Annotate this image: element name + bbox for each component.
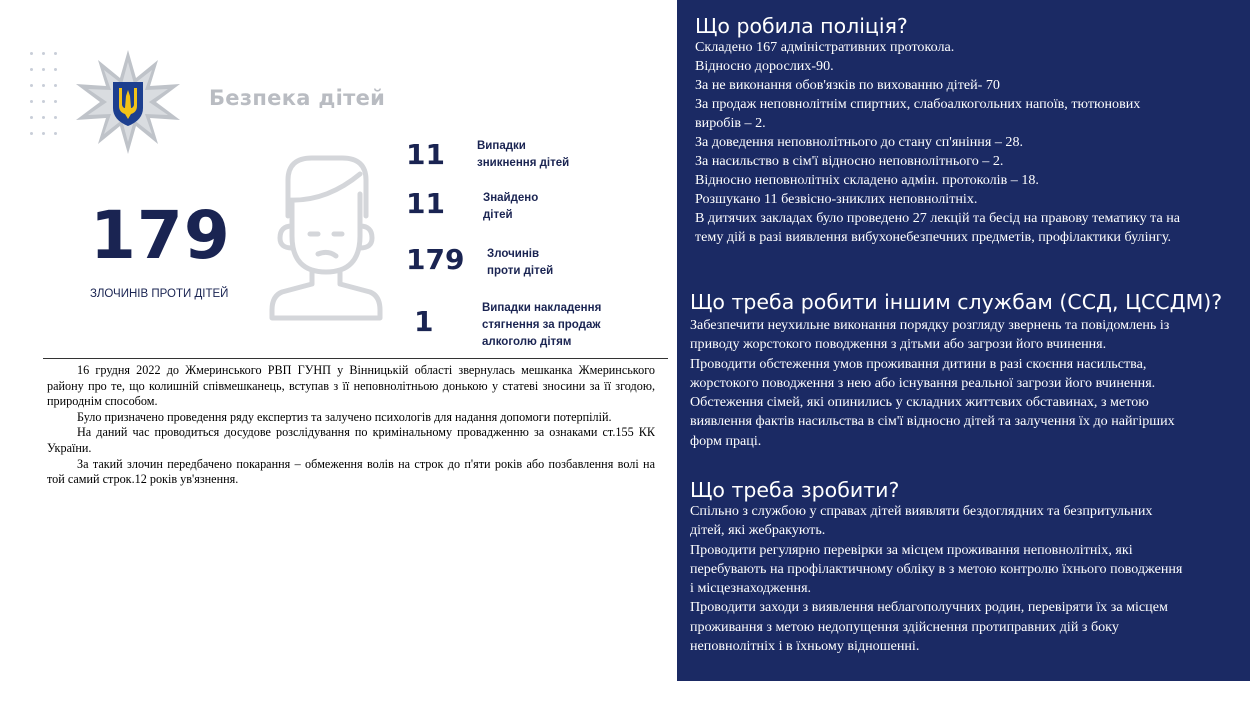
stat-found-children-label: Знайдено дітей bbox=[483, 192, 539, 221]
section-divider bbox=[43, 358, 668, 359]
decorative-dot-grid bbox=[30, 52, 70, 152]
case-paragraph: На даний час проводиться досудове розслідування по кримінальному провадженню за ознаками ст.155 КК України. bbox=[47, 425, 655, 455]
panel-heading-other-services: Що треба робити іншим службам (ССД, ЦССДМ)? bbox=[690, 290, 1223, 314]
stat-alcohol-sale-penalty-value: 1 bbox=[414, 305, 434, 338]
info-panel bbox=[677, 0, 1250, 681]
other-services-text: Забезпечити неухильне виконання порядку розгляду звернень та повідомлень із приводу жорстокого поводження з дітьми або загрози його вчинення. Проводити обстеження умов проживання дитини в разі скоєння насильства, жорстокого поводження з нею або існування реальної загрози його вчинення. Обстеження сімей, які опинились у складних життєвих обставинах, з метою виявлення фактів насильства в сім'ї відносно дітей та залучення їх до найгірших форм праці. bbox=[690, 317, 1175, 449]
stat-found-children-value: 11 bbox=[406, 187, 445, 220]
stat-missing-children-label: Випадки зникнення дітей bbox=[477, 140, 570, 169]
stat-crimes-against-children-label: Злочинів проти дітей bbox=[487, 248, 554, 277]
police-actions-text: Складено 167 адміністративних протокола. Відносно дорослих-90. За не виконання обов'язків по вихованню дітей- 70 За продаж неповнолітнім спиртних, слабоалкогольних напоїв, тютюнових виробів – 2. За доведення неповнолітнього до стану сп'яніння – 28. За насильство в сім'ї відносно неповнолітнього – 2. Відносно неповнолітніх складено адмін. протоколів – 18. Розшукано 11 безвісно-зниклих неповнолітніх. В дитячих закладах було проведено 27 лекцій та бесід на правову тематику та на тему дій в разі виявлення вибухонебезпечних предметів, профілактики булінгу. bbox=[695, 39, 1181, 245]
child-face-icon bbox=[268, 150, 384, 322]
total-crimes-caption: ЗЛОЧИНІВ ПРОТИ ДІТЕЙ bbox=[90, 288, 229, 300]
police-star-emblem-icon bbox=[72, 48, 184, 156]
case-description bbox=[47, 363, 655, 488]
stat-alcohol-sale-penalty-label: Випадки накладення стягнення за продаж алкоголю дітям bbox=[482, 302, 602, 348]
panel-heading-what-to-do: Що треба зробити? bbox=[690, 478, 900, 502]
what-to-do-text: Спільно з службою у справах дітей виявляти бездоглядних та безпритульних дітей, які жебракують. Проводити регулярно перевірки за місцем проживання неповнолітніх, які перебувають на профілактичному обліку в з метою контролю їхнього поводження і місцезнаходження. Проводити заходи з виявлення неблагополучних родин, перевіряти їх за місцем проживання з метою недопущення здійснення протиправних дій з боку неповнолітніх і в їхньому відношенні. bbox=[690, 503, 1183, 655]
case-paragraph: Було призначено проведення ряду експертиз та залучено психологів для надання допомоги потерпілій. bbox=[77, 409, 612, 424]
panel-heading-police-actions: Що робила поліція? bbox=[695, 14, 908, 38]
stat-crimes-against-children-value: 179 bbox=[406, 243, 465, 276]
stat-missing-children-value: 11 bbox=[406, 138, 445, 171]
case-paragraph: За такий злочин передбачено покарання – обмеження волів на строк до п'яти років або позбавлення волі на той самий строк.12 років ув'язнення. bbox=[47, 456, 655, 487]
total-crimes-number: 179 bbox=[90, 197, 231, 274]
case-paragraph: 16 грудня 2022 до Жмеринського РВП ГУНП у Вінницькій області звернулась мешканка Жмеринського району про те, що колишній співмешканець, вступав з її неповнолітньою донькою у статеві зносини за її згодою, природнім способом. bbox=[47, 363, 655, 409]
page-title: Безпека дітей bbox=[209, 86, 386, 110]
